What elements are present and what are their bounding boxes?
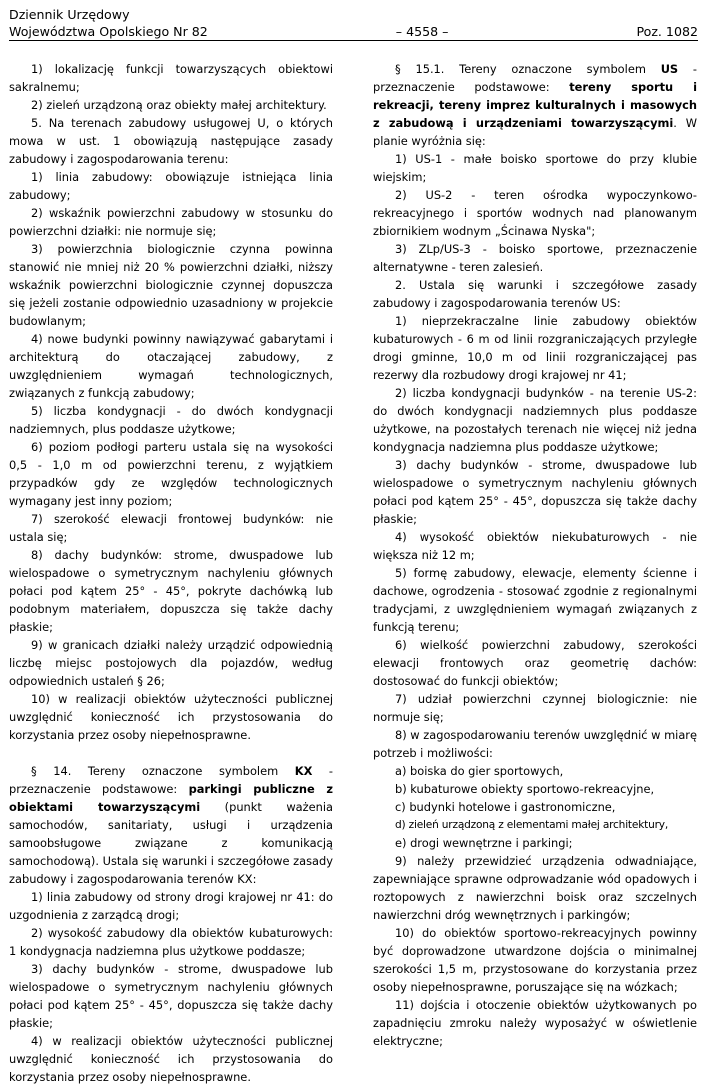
section-text: § 15.1. Tereny oznaczone symbolem [395, 62, 661, 76]
paragraph: 6) poziom podłogi parteru ustala się na wysokości 0,5 - 1,0 m od powierzchni terenu, z wyjątkiem przypadków gdy ze względów technologicznych wymagany jest inny poziom; [9, 440, 333, 508]
paragraph: 7) szerokość elewacji frontowej budynków: nie ustala się; [9, 512, 333, 544]
paragraph: 2) US-2 - teren ośrodka wypoczynkowo-rekreacyjnego i sportów wodnych nad planowanym zbiornikiem wodnym „Ścinawa Nyska"; [373, 188, 697, 238]
section-purpose: parkingi publiczne z obiektami towarzyszącymi [9, 782, 334, 814]
paragraph: 1) linia zabudowy: obowiązuje istniejąca linia zabudowy; [9, 170, 333, 202]
paragraph: 9) należy przewidzieć urządzenia odwadniające, zapewniające sprawne odprowadzanie wód opadowych i roztopowych z nawierzchni boisk oraz szczelnych nawierzchni dróg wewnętrznych i parkingów; [373, 854, 697, 922]
paragraph: 1) nieprzekraczalne linie zabudowy obiektów kubaturowych - 6 m od linii rozgraniczających przyległe drogi gminne, 10,0 m od linii rozgraniczającej pas rezerwy dla rozbudowy drogi krajowej nr 41; [373, 314, 697, 382]
paragraph: 8) dachy budynków: strome, dwuspadowe lub wielospadowe o symetrycznym nachyleniu głównych połaci pod kątem 25° - 45°, pokryte dachówką lub podobnym materiałem, dopuszcza się także dachy płaskie; [9, 548, 333, 634]
paragraph: 3) ZLp/US-3 - boisko sportowe, przeznaczenie alternatywne - teren zalesień. [373, 242, 697, 274]
paragraph: 1) US-1 - małe boisko sportowe do przy klubie wiejskim; [373, 152, 697, 184]
paragraph: 6) wielkość powierzchni zabudowy, szerokości elewacji frontowych oraz geometrię dachów: dostosować do funkcji obiektów; [373, 638, 697, 688]
list-item: a) boiska do gier sportowych, [395, 764, 564, 778]
journal-title: Dziennik Urzędowy [9, 7, 130, 22]
right-column [373, 60, 697, 1050]
section-14 [9, 762, 333, 888]
paragraph: 1) linia zabudowy od strony drogi krajowej nr 41: do uzgodnienia z zarządcą drogi; [9, 890, 333, 922]
paragraph: 3) powierzchnia biologicznie czynna powinna stanowić nie mniej niż 20 % powierzchni działki, niższy wskaźnik powierzchni biologicznie czynnej dopuszcza się jeżeli zostanie odpowiednio uzasadniony w projekcie budowlanym; [9, 242, 333, 328]
list-item: b) kubaturowe obiekty sportowo-rekreacyjne, [395, 782, 655, 796]
position-number: Poz. 1082 [636, 24, 698, 39]
paragraph: 4) nowe budynki powinny nawiązywać gabarytami i architekturą do otaczającej zabudowy, z uwzględnieniem wymagań technologicznych, związanych z funkcją zabudowy; [9, 332, 333, 400]
paragraph: 8) w zagospodarowaniu terenów uwzględnić w miarę potrzeb i możliwości: [373, 728, 697, 760]
header-line [9, 23, 698, 41]
paragraph: 2) zieleń urządzoną oraz obiekty małej architektury. [31, 98, 327, 112]
section-15 [373, 60, 697, 150]
list-item: c) budynki hotelowe i gastronomiczne, [395, 800, 616, 814]
section-text: . W planie wyróżnia się: [373, 116, 697, 148]
paragraph: 3) dachy budynków - strome, dwuspadowe lub wielospadowe o symetrycznym nachyleniu głównych połaci pod kątem 25° - 45°, dopuszcza się także dachy płaskie; [9, 962, 333, 1030]
paragraph: 9) w granicach działki należy urządzić odpowiednią liczbę miejsc postojowych dla pojazdów, według odpowiednich ustaleń § 26; [9, 638, 333, 688]
paragraph: 1) lokalizację funkcji towarzyszących obiektowi sakralnemu; [9, 62, 333, 94]
section-symbol: KX [294, 764, 313, 778]
list-item: d) zieleń urządzoną z elementami małej architektury, [395, 819, 668, 831]
section-text: (punkt ważenia samochodów, sanitariaty, usługi i urządzenia samoobsługowe związane z komunikacją samochodową). Ustala się warunki i szczegółowe zasady zabudowy i zagospodarowania terenów KX: [9, 800, 333, 886]
paragraph: 2. Ustala się warunki i szczegółowe zasady zabudowy i zagospodarowania terenów US: [373, 278, 697, 310]
section-symbol: US [660, 62, 679, 76]
paragraph: 5) formę zabudowy, elewacje, elementy ścienne i dachowe, ogrodzenia - stosować zgodnie z regionalnymi tradycjami, z uwzględnieniem wymagań związanych z funkcją terenu; [373, 566, 697, 634]
paragraph: 2) wskaźnik powierzchni zabudowy w stosunku do powierzchni działki: nie normuje się; [9, 206, 333, 238]
page-header [9, 6, 698, 41]
paragraph: 7) udział powierzchni czynnej biologicznie: nie normuje się; [373, 692, 697, 724]
paragraph: 10) do obiektów sportowo-rekreacyjnych powinny być doprowadzone utwardzone dojścia o minimalnej szerokości 1,5 m, przystosowane do korzystania przez osoby niepełnosprawne, poruszające się na wózkach; [373, 926, 697, 994]
paragraph: 4) wysokość obiektów niekubaturowych - nie większa niż 12 m; [373, 530, 697, 562]
section-text: § 14. Tereny oznaczone symbolem [31, 764, 295, 778]
paragraph: 5) liczba kondygnacji - do dwóch kondygnacji nadziemnych, plus poddasze użytkowe; [9, 404, 333, 436]
paragraph: 5. Na terenach zabudowy usługowej U, o których mowa w ust. 1 obowiązują następujące zasady zabudowy i zagospodarowania terenu: [9, 116, 333, 166]
list-item: e) drogi wewnętrzne i parkingi; [395, 836, 573, 850]
paragraph: 2) liczba kondygnacji budynków - na terenie US-2: do dwóch kondygnacji nadziemnych plus poddasze użytkowe, na pozostałych terenach nie więcej niż jedna kondygnacja nadziemna plus poddasze użytkowe; [373, 386, 697, 454]
paragraph: 3) dachy budynków - strome, dwuspadowe lub wielospadowe o symetrycznym nachyleniu głównych połaci pod kątem 25° - 45°, dopuszcza się także dachy płaskie; [373, 458, 697, 526]
spacer [9, 744, 333, 762]
section-text: - przeznaczenie podstawowe: [373, 62, 697, 94]
section-purpose: tereny sportu i rekreacji, tereny imprez kulturalnych i masowych z zabudową i urządzeniami towarzyszącymi [373, 80, 697, 130]
voivodeship-title: Województwa Opolskiego Nr 82 [9, 24, 208, 39]
left-column [9, 60, 333, 1086]
paragraph: 11) dojścia i otoczenie obiektów użytkowanych po zapadnięciu zmroku należy wyposażyć w oświetlenie elektryczne; [373, 998, 697, 1048]
paragraph: 10) w realizacji obiektów użyteczności publicznej uwzględnić konieczność ich przystosowania do korzystania przez osoby niepełnosprawne. [9, 692, 333, 742]
section-text: - przeznaczenie podstawowe: [9, 764, 334, 796]
paragraph: 2) wysokość zabudowy dla obiektów kubaturowych: 1 kondygnacja nadziemna plus użytkowe poddasze; [9, 926, 333, 958]
page-number: – 4558 – [395, 24, 449, 39]
paragraph: 4) w realizacji obiektów użyteczności publicznej uwzględnić konieczność ich przystosowania do korzystania przez osoby niepełnosprawne. [9, 1034, 333, 1084]
